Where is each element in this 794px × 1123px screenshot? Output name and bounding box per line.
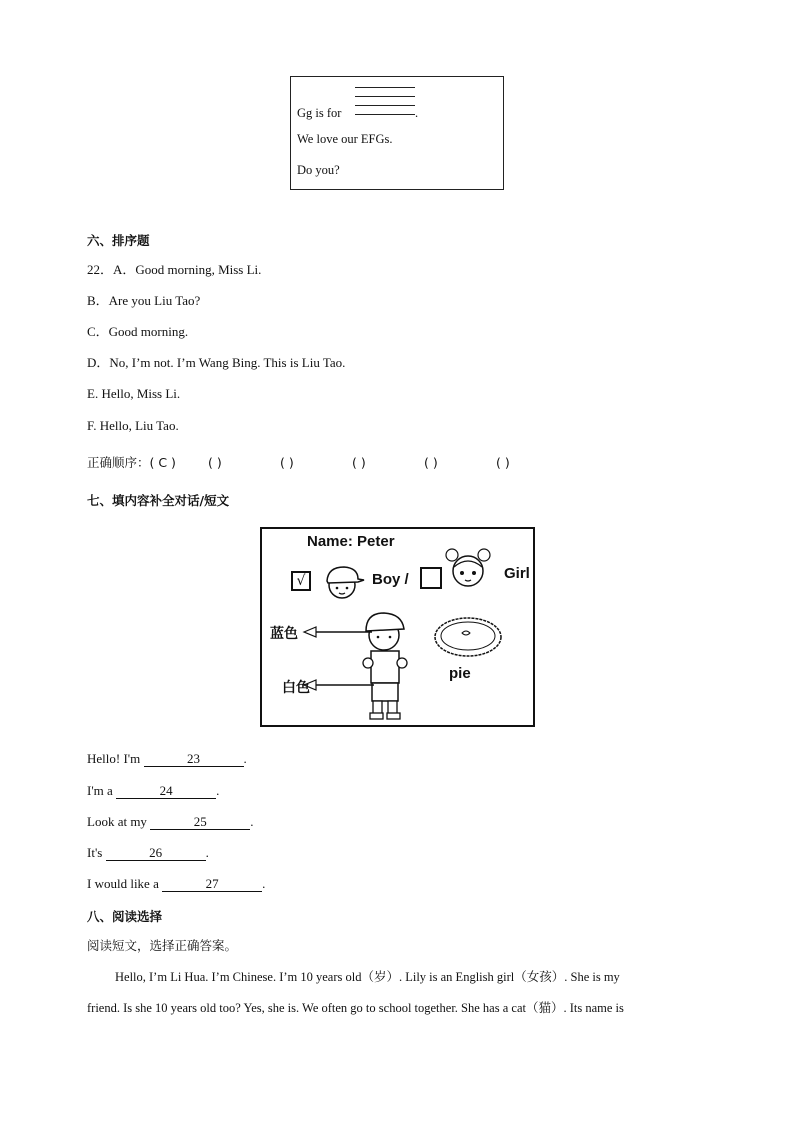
- sort-item-f: F. Hello, Liu Tao.: [87, 418, 179, 433]
- fill-line-24: I'm a 24 .: [87, 783, 220, 798]
- fill-line-27: I would like a 27 .: [87, 876, 266, 891]
- white-label: 白色: [282, 680, 310, 696]
- section-7-title: 七、填内容补全对话/短文: [87, 493, 230, 508]
- blue-label: 蓝色: [270, 626, 298, 642]
- reading-paragraph-line-2: friend. Is she 10 years old too? Yes, she is. We often go to school together. She has a cat（猫）. Its name is: [87, 1001, 624, 1015]
- order-blank-4[interactable]: ( ): [424, 455, 438, 470]
- section-6-title: 六、排序题: [87, 233, 150, 248]
- reading-paragraph-line-1: Hello, I’m Li Hua. I’m Chinese. I’m 10 years old（岁）. Lily is an English girl（女孩）. She is my: [115, 970, 620, 984]
- order-label: 正确顺序：( C ): [87, 455, 176, 470]
- boy-checkbox[interactable]: [291, 571, 311, 591]
- card-line-do-you: Do you?: [297, 163, 340, 177]
- sort-item-c: C．Good morning.: [87, 324, 189, 339]
- fill-line-23: Hello! I'm 23 .: [87, 751, 247, 766]
- word-card: [290, 76, 504, 190]
- fill-line-25: Look at my 25 .: [87, 814, 254, 829]
- name-label: Name: Peter: [307, 533, 395, 550]
- arrows-icon: [302, 619, 374, 699]
- blank-24[interactable]: 24: [116, 784, 216, 799]
- check-mark: √: [296, 573, 306, 589]
- order-blank-2[interactable]: ( ): [280, 455, 294, 470]
- blank-25[interactable]: 25: [150, 815, 250, 830]
- blank-23[interactable]: 23: [144, 752, 244, 767]
- pie-icon: [432, 615, 504, 663]
- girl-head-icon: [442, 543, 494, 591]
- blank-26[interactable]: 26: [106, 846, 206, 861]
- pie-label: pie: [449, 665, 471, 682]
- sort-item-b: B．Are you Liu Tao?: [87, 293, 201, 308]
- girl-label: Girl: [504, 565, 530, 582]
- card-line-efgs: We love our EFGs.: [297, 132, 393, 146]
- sort-item-e: E. Hello, Miss Li.: [87, 386, 181, 401]
- order-blank-3[interactable]: ( ): [352, 455, 366, 470]
- blank-27[interactable]: 27: [162, 877, 262, 892]
- order-blank-1[interactable]: ( ): [208, 455, 222, 470]
- card-line-gg-end: .: [415, 106, 419, 120]
- girl-checkbox[interactable]: [420, 567, 442, 589]
- section-8-title: 八、阅读选择: [87, 909, 163, 924]
- card-line-gg: Gg is for: [297, 106, 342, 120]
- sort-item-d: D．No, I’m not. I’m Wang Bing. This is Liu Tao.: [87, 355, 346, 370]
- peter-picture: [260, 527, 535, 727]
- handwriting-lines: [355, 85, 415, 117]
- fill-line-26: It's 26 .: [87, 845, 209, 860]
- reading-instruction: 阅读短文，选择正确答案。: [87, 938, 238, 953]
- boy-head-icon: [318, 559, 368, 601]
- sort-item-a: 22．A．Good morning, Miss Li.: [87, 262, 262, 277]
- boy-label: Boy /: [372, 571, 409, 588]
- order-blank-5[interactable]: ( ): [496, 455, 510, 470]
